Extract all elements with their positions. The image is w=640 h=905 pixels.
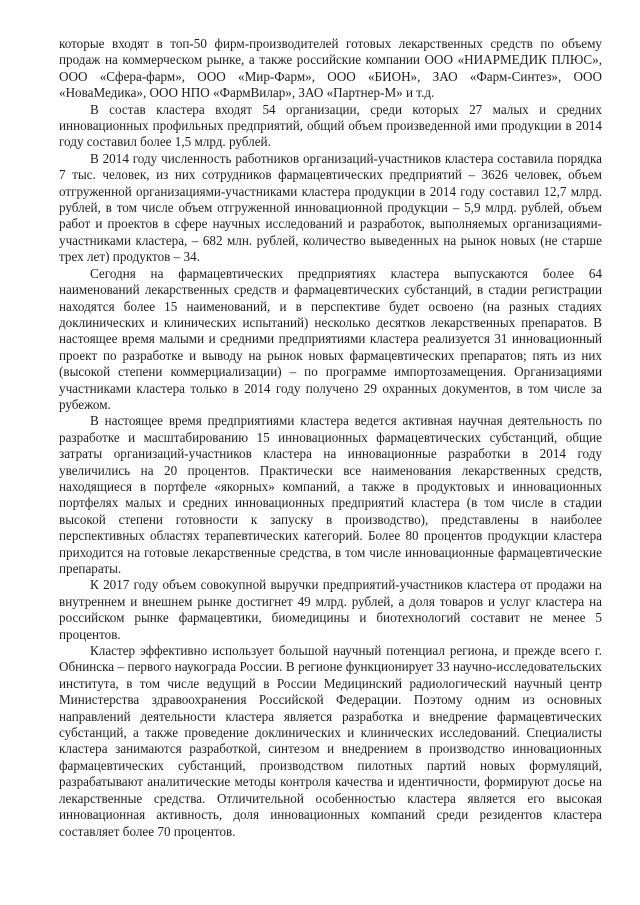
paragraph-2014-statistics: В 2014 году численность работников организаций-участников кластера составила порядка 7 тыс. человек, из них сотрудников фармацевтических предприятий – 3626 человек, объем отгруженной организациями-участниками кластера продукции в 2014 году составил 12,7 млрд. рублей, в том числе объем отгруженной инновационной продукции – 5,9 млрд. рублей, объем работ и проектов в сфере научных исследований и разработок, выполняемых организациями-участниками кластера, – 682 млн. рублей, количество выведенных на рынок новых (не старше трех лет) продуктов – 34. <box>59 150 602 265</box>
document-body <box>59 36 602 840</box>
paragraph-products-and-projects: Сегодня на фармацевтических предприятиях кластера выпускаются более 64 наименований лекарственных средств и фармацевтических субстанций, в стадии регистрации находятся более 15 наименований, и в перспективе будет освоено (на разных стадиях доклинических и клинических испытаний) несколько десятков лекарственных препаратов. В настоящее время малыми и средними предприятиями кластера реализуется 31 инновационный проект по разработке и выводу на рынок новых фармацевтических препаратов; пять из них (высокой степени коммерциализации) – по программе импортозамещения. Организациями участниками кластера только в 2014 году получено 29 охранных документов, в том числе за рубежом. <box>59 265 602 412</box>
paragraph-scientific-potential: Кластер эффективно использует большой научный потенциал региона, и прежде всего г. Обнинска – первого наукограда России. В регионе функционирует 33 научно-исследовательских института, в том числе ведущий в России Медицинский радиологический научный центр Министерства здравоохранения Российской Федерации. Поэтому одним из основных направлений деятельности кластера является разработка и внедрение фармацевтических субстанций, а также проведение доклинических и клинических исследований. Специалисты кластера занимаются разработкой, синтезом и внедрением в производство инновационных фармацевтических субстанций, производством пилотных партий новых формуляций, разрабатывают аналитические методы контроля качества и идентичности, формируют досье на лекарственные средства. Отличительной особенностью кластера является его высокая инновационная активность, доля инновационных компаний среди резидентов кластера составляет более 70 процентов. <box>59 643 602 839</box>
paragraph-2017-forecast: К 2017 году объем совокупной выручки предприятий-участников кластера от продажи на внутреннем и внешнем рынке достигнет 49 млрд. рублей, а доля товаров и услуг кластера на российском рынке фармацевтики, биомедицины и биотехнологий составит не менее 5 процентов. <box>59 577 602 642</box>
paragraph-research-activity: В настоящее время предприятиями кластера ведется активная научная деятельность по разработке и масштабированию 15 инновационных фармацевтических субстанций, общие затраты организаций-участников кластера на инновационные разработки в 2014 году увеличились на 20 процентов. Практически все наименования лекарственных средств, находящиеся в портфеле «якорных» компаний, а также в продуктовых и инновационных портфелях малых и средних инновационных предприятий кластера (в том числе в стадии высокой степени готовности к запуску в производство), представлены в наиболее перспективных областях терапевтических категорий. Более 80 процентов продукции кластера приходится на готовые лекарственные средства, в том числе инновационные фармацевтические препараты. <box>59 413 602 576</box>
paragraph-cluster-composition: В состав кластера входят 54 организации, среди которых 27 малых и средних инновационных профильных предприятий, общий объем произведенной ими продукции в 2014 году составил более 1,5 млрд. рублей. <box>59 101 602 150</box>
paragraph-partner-companies: которые входят в топ-50 фирм-производителей готовых лекарственных средств по объему продаж на коммерческом рынке, а также российские компании ООО «НИАРМЕДИК ПЛЮС», ООО «Сфера-фарм», ООО «Мир-Фарм», ООО «БИОН», ЗАО «Фарм-Синтез», ООО «НоваМедика», ООО НПО «ФармВилар», ЗАО «Партнер-М» и т.д. <box>59 36 602 101</box>
